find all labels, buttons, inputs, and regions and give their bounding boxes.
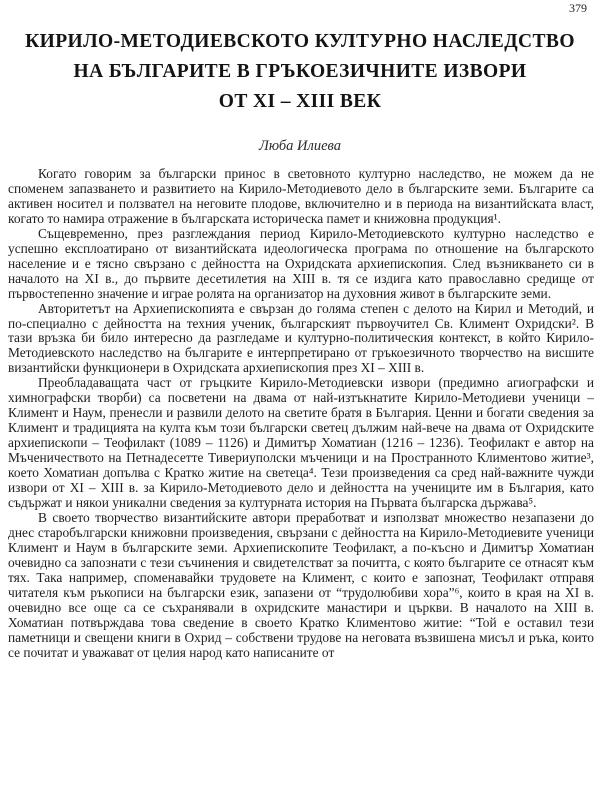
author-name: Люба Илиева <box>259 138 341 154</box>
paragraph-3: Авторитетът на Архиепископията е свързан до голяма степен с делото на Кирил и Методий, и по-специално с дейността на техния ученик, българският първоучител Св. Климент Охридски². В тази връзка би било интересно да разгледаме и културно-политическия контекст, в който Кирило-Методиевското наследство на българите е интерпретирано от гръкоезичното творчество на висшите византийски функционери в Охридската архиепископия през XI – XIII в. <box>8 300 594 376</box>
article-title-line-3: ОТ XI – XIII ВЕК <box>218 91 382 112</box>
article-title-line-2: НА БЪЛГАРИТЕ В ГРЪКОЕЗИЧНИТЕ ИЗВОРИ <box>73 61 527 82</box>
page-number: 379 <box>569 1 587 15</box>
paragraph-4: Преобладаващата част от гръцките Кирило-Методиевски извори (предимно агиографски и химнографски творби) са посветени на двама от най-изтъкнатите Кирило-Методиеви ученици – Климент и Наум, пренесли и развили делото на светите братя в България. Ценни и богати сведения за Климент и традицията на култа към този български светец дължим най-вече на двама от Охридските архиепископи – Теофилакт (1089 – 1126) и Димитър Хоматиан (1216 – 1236). Теофилакт е автор на Мъченичеството на Петнадесетте Тивериуполски мъченици и на Пространното Климентово житие³, което Хоматиан допълва с Кратко житие на светеца⁴. Тези произведения са сред най-важните чужди извори от XI – XIII в. за Кирило-Методиевото дело и дейността на учениците им в България, като съдържат и някои уникални сведения за културната история на Първата българска държава⁵. <box>8 375 594 510</box>
article-title-line-1: КИРИЛО-МЕТОДИЕВСКОТО КУЛТУРНО НАСЛЕДСТВО <box>25 31 575 52</box>
paragraph-1: Когато говорим за български принос в световното културно наследство, не можем да не споменем запазването и развитието на Кирило-Методиевото дело в българските земи. Българите са активен носител и ползвател на неговите плодове, включително и в периода на византийската власт, когато то намира отражение в българската историческа памет и книжовна продукция¹. <box>8 166 594 226</box>
article-title <box>0 27 600 117</box>
paragraph-2: Същевременно, през разглеждания период Кирило-Методиевското културно наследство е успешно експлоатирано от византийската идеологическа програма по отношение на българското население и е тясно свързано с дейността на Охридската архиепископия. След възникването си в началото на XI в., до първите десетилетия на XIII в. тя се издига като православно средище от първостепенно значение и играе ролята на организатор на духовния живот в българските земи. <box>8 225 594 301</box>
article-body <box>8 167 594 660</box>
paragraph-5: В своето творчество византийските автори преработват и използват множество незапазени до днес старобългарски книжовни произведения, свързани с дейността на Кирило-Методиевите ученици Климент и Наум в българските земи. Архиепископите Теофилакт, а по-късно и Димитър Хоматиан очевидно са запознати с тези съчинения и свидетелстват за почитта, с която българите се отнасят към тях. Така например, споменавайки трудовете на Климент, с които е запознат, Теофилакт отправя читателя към ръкописи на български език, запазени от “трудолюбиви хора”⁶, които в края на XI в. очевидно все още са се съхранявали в охридските манастири и църкви. В началото на XIII в. Хоматиан потвърждава това сведение в своето Кратко Климентово житие: “Той е оставил тези паметници и свещени книги в Охрид – собствени трудове на неговата възвишена мисъл и ръка, които се почитат и уважават от целия народ като написаните от <box>8 509 594 660</box>
